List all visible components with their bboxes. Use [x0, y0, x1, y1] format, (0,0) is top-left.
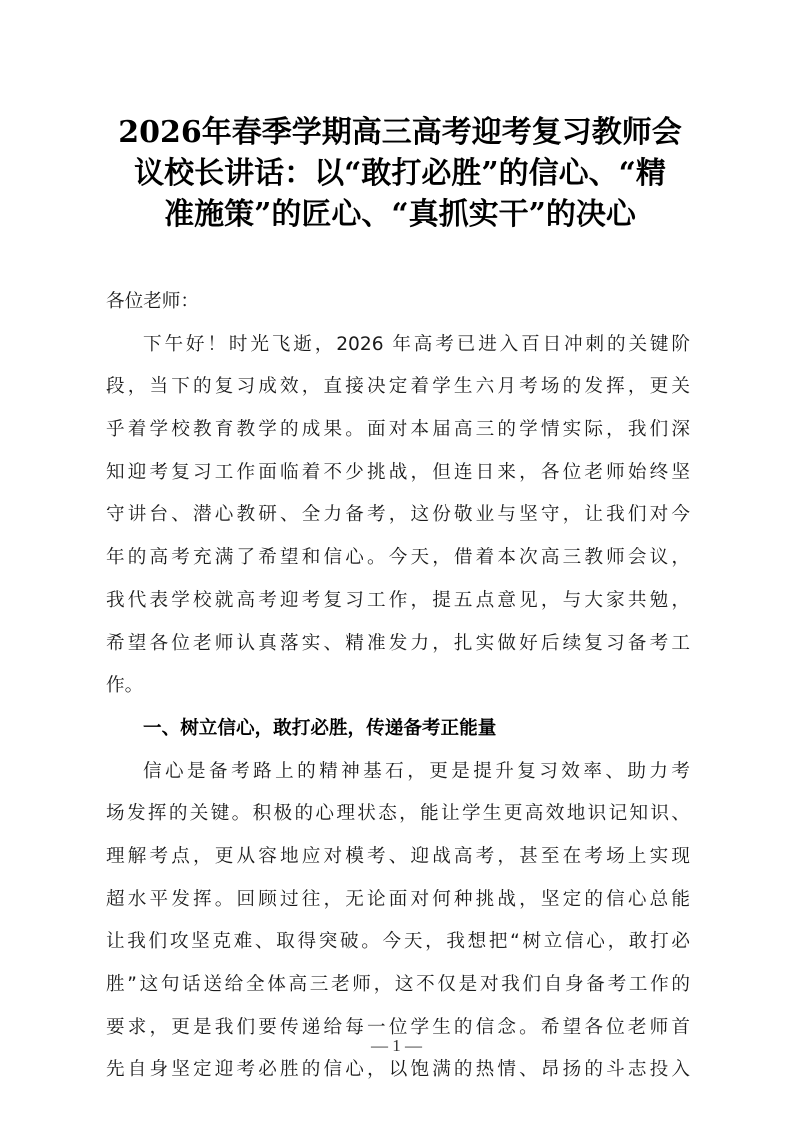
paragraph-line: 让我们攻坚克难、取得突破。今天，我想把“树立信心，敢打必 [106, 931, 690, 953]
paragraph-line: 超水平发挥。回顾过往，无论面对何种挑战，坚定的信心总能 [106, 888, 690, 910]
document-body [106, 281, 690, 1092]
salutation: 各位老师： [106, 291, 199, 312]
paragraph-line: 乎着学校教育教学的成果。面对本届高三的学情实际，我们深 [106, 419, 690, 441]
document-title [100, 112, 700, 235]
paragraph-line: 年的高考充满了希望和信心。今天，借着本次高三教师会议， [106, 547, 690, 569]
paragraph-line: 希望各位老师认真落实、精准发力，扎实做好后续复习备考工 [106, 632, 690, 654]
title-line-1: 2026年春季学期高三高考迎考复习教师会 [118, 115, 682, 150]
paragraph-line: 作。 [106, 675, 144, 697]
paragraph-line: 理解考点，更从容地应对模考、迎战高考，甚至在考场上实现 [106, 845, 690, 867]
paragraph-line: 下午好！时光飞逝，2026 年高考已进入百日冲刺的关键阶 [143, 333, 690, 355]
paragraph-line: 场发挥的关键。积极的心理状态，能让学生更高效地识记知识、 [106, 803, 690, 825]
paragraph-1 [106, 324, 690, 708]
page-number: — 1 — [371, 1036, 422, 1055]
section-heading-1: 一、树立信心，敢打必胜，传递备考正能量 [143, 717, 497, 739]
paragraph-line: 先自身坚定迎考必胜的信心，以饱满的热情、昂扬的斗志投入 [106, 1059, 690, 1081]
paragraph-line: 知迎考复习工作面临着不少挑战，但连日来，各位老师始终坚 [106, 461, 690, 483]
paragraph-line: 胜”这句话送给全体高三老师，这不仅是对我们自身备考工作的 [106, 974, 690, 995]
paragraph-line: 信心是备考路上的精神基石，更是提升复习效率、助力考 [143, 760, 690, 782]
paragraph-line: 要求，更是我们要传递给每一位学生的信念。希望各位老师首 [106, 1016, 690, 1038]
paragraph-line: 段，当下的复习成效，直接决定着学生六月考场的发挥，更关 [106, 376, 690, 398]
title-line-3: 准施策”的匠心、“真抓实干”的决心 [164, 197, 636, 232]
paragraph-line: 守讲台、潜心教研、全力备考，这份敬业与坚守，让我们对今 [106, 504, 690, 526]
paragraph-line: 我代表学校就高考迎考复习工作，提五点意见，与大家共勉， [106, 589, 690, 611]
title-line-2: 议校长讲话：以“敢打必胜”的信心、“精 [134, 156, 666, 191]
